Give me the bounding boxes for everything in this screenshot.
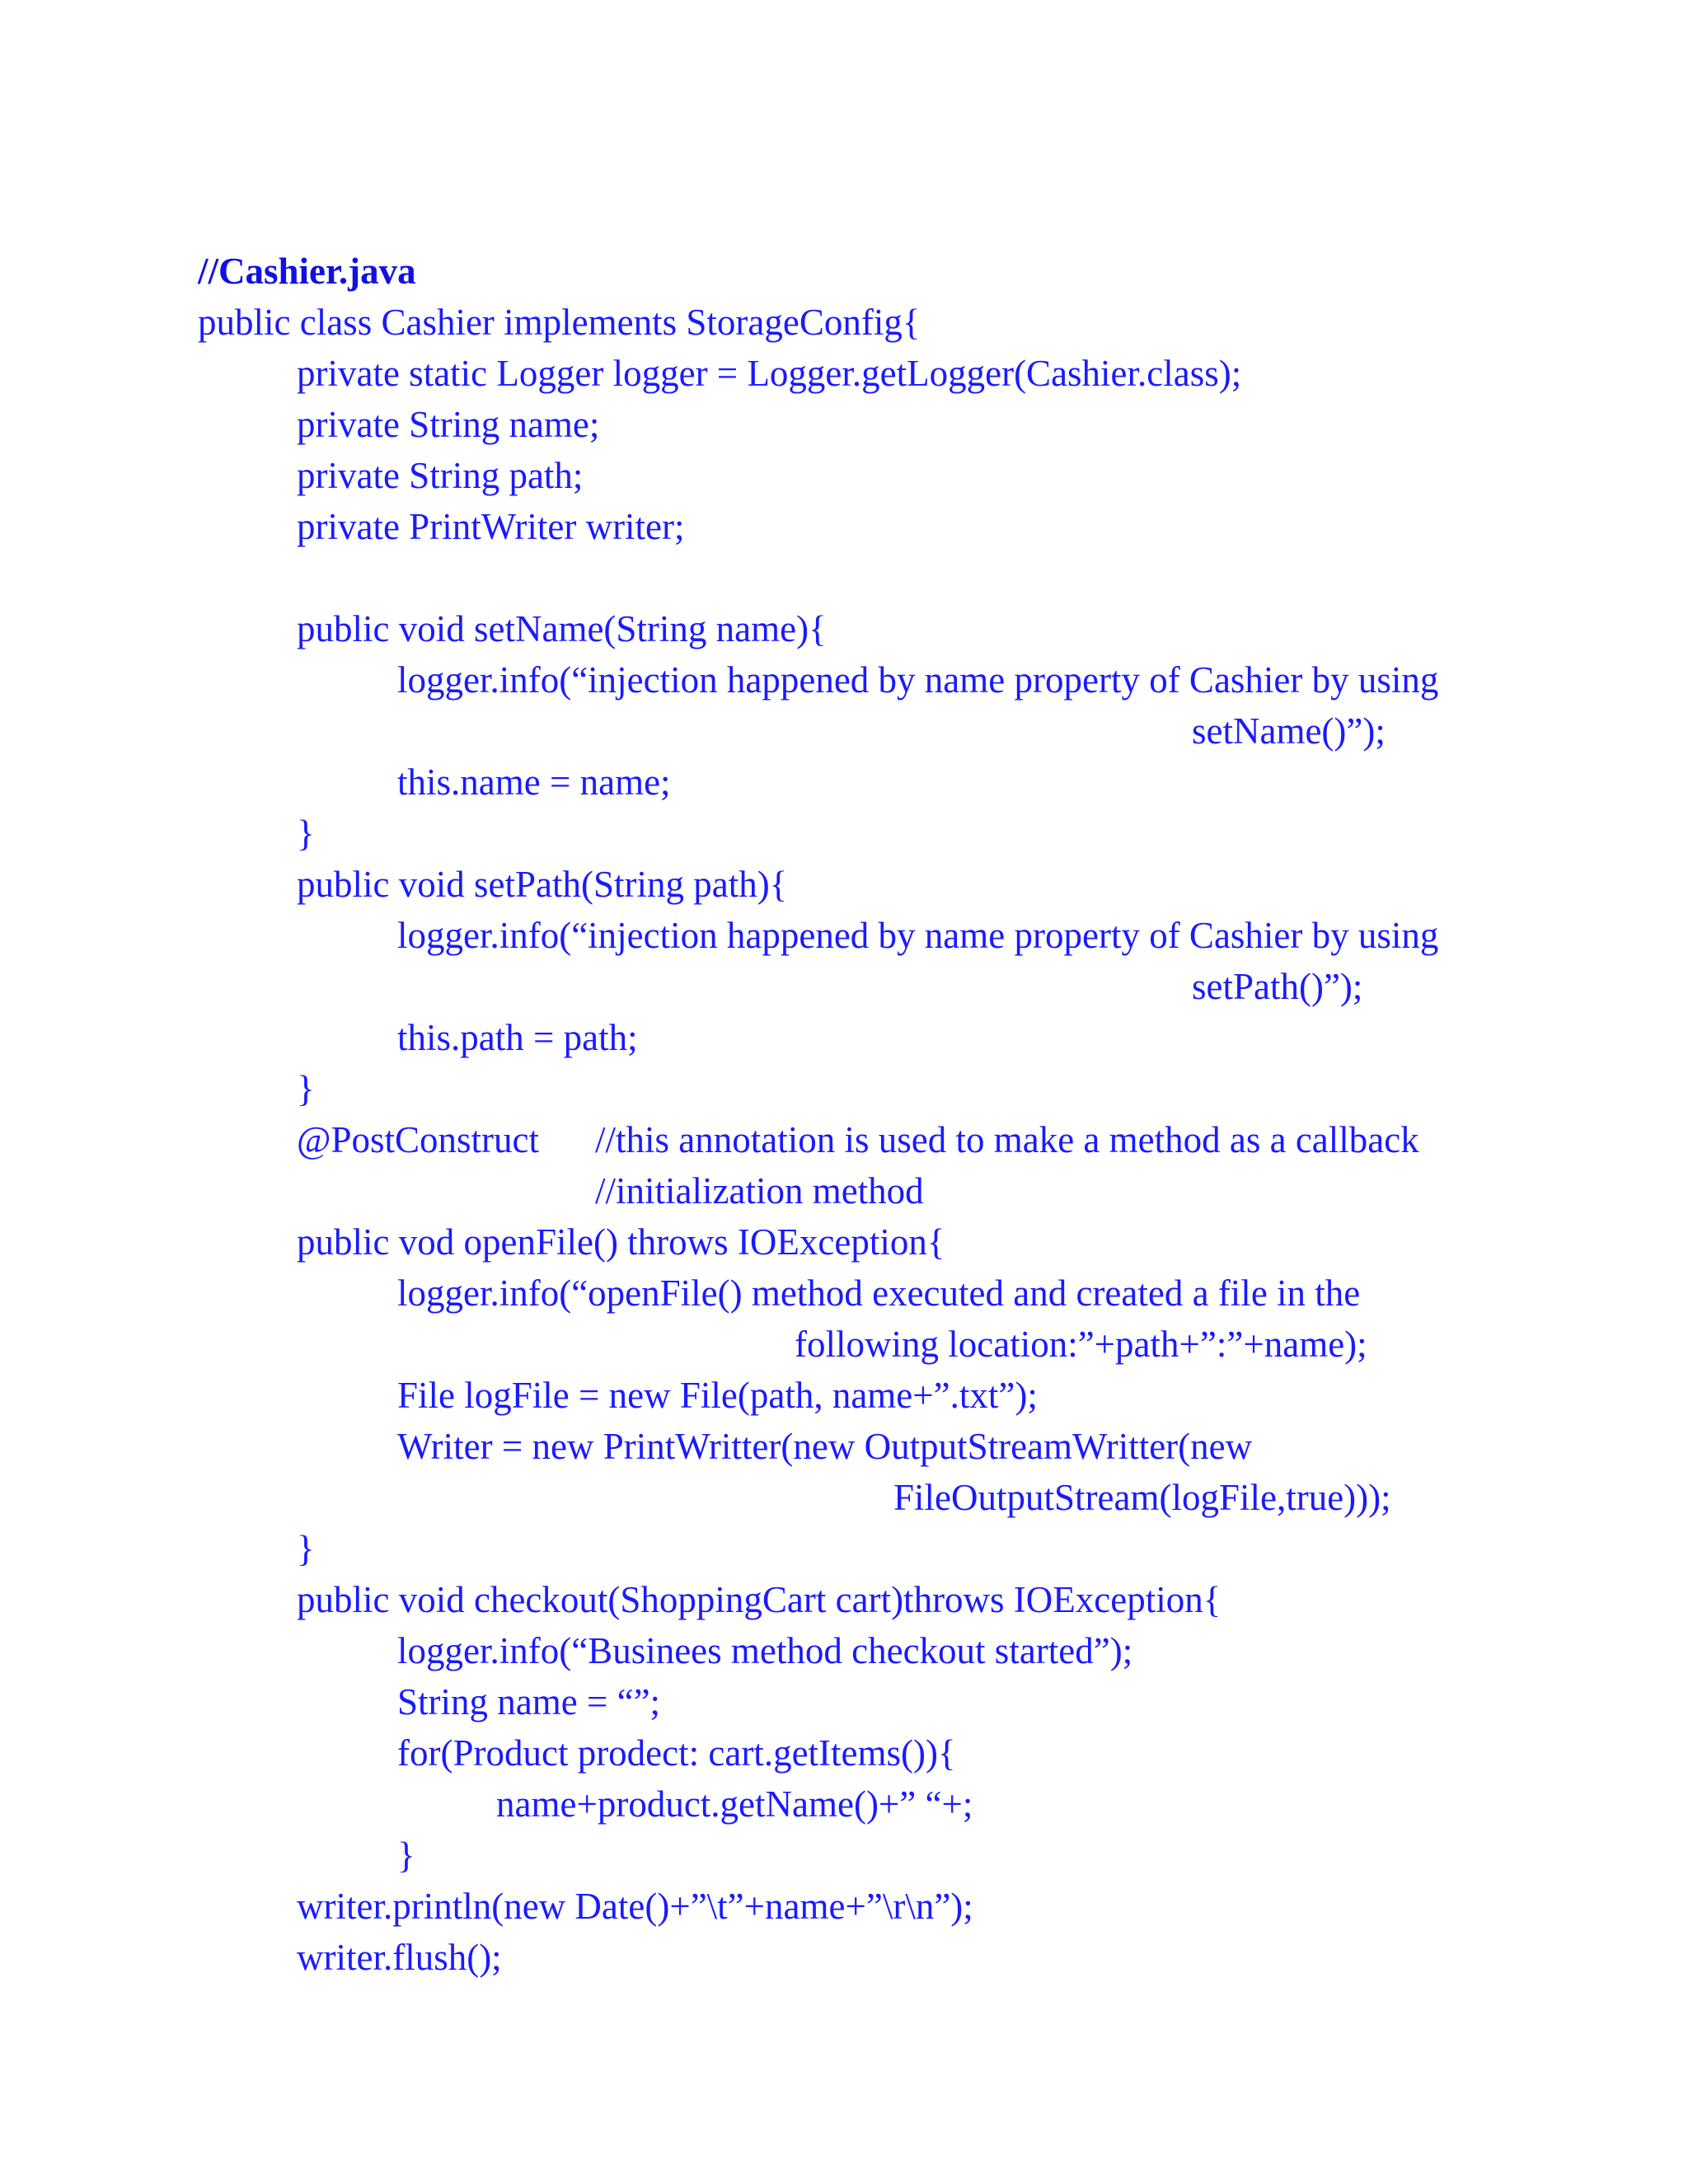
checkout-log-line: logger.info(“Businees method checkout started”);	[397, 1630, 1133, 1671]
writer-println: writer.println(new Date()+”\t”+name+”\r\n”);	[297, 1886, 973, 1927]
writer-creation: Writer = new PrintWritter(new OutputStreamWritter(new	[397, 1426, 1253, 1467]
openfile-log-continuation: following location:”+path+”:”+name);	[795, 1324, 1367, 1365]
openfile-log-line: logger.info(“openFile() method executed and created a file in the	[397, 1272, 1361, 1314]
for-loop-closing-brace: }	[397, 1835, 415, 1876]
annotation-comment: //this annotation is used to make a method as a callback	[595, 1119, 1419, 1160]
setpath-log-continuation: setPath()”);	[1192, 966, 1363, 1007]
setpath-assignment: this.path = path;	[397, 1017, 638, 1058]
setpath-log-line: logger.info(“injection happened by name property of Cashier by using	[397, 915, 1439, 956]
name-field: private String name;	[297, 404, 600, 445]
setname-declaration: public void setName(String name){	[297, 608, 827, 649]
setname-assignment: this.name = name;	[397, 762, 671, 803]
setpath-declaration: public void setPath(String path){	[297, 864, 788, 905]
openfile-closing-brace: }	[297, 1528, 315, 1569]
name-initialization: String name = “”;	[397, 1681, 661, 1722]
setname-log-line: logger.info(“injection happened by name property of Cashier by using	[397, 659, 1439, 701]
postconstruct-annotation: @PostConstruct	[297, 1119, 539, 1160]
checkout-declaration: public void checkout(ShoppingCart cart)throws IOException{	[297, 1579, 1221, 1620]
logfile-creation: File logFile = new File(path, name+”.txt”);	[397, 1375, 1038, 1416]
path-field: private String path;	[297, 455, 584, 496]
annotation-comment-continuation: //initialization method	[595, 1170, 924, 1212]
for-loop-body: name+product.getName()+” “+;	[496, 1783, 973, 1825]
writer-flush: writer.flush();	[297, 1937, 502, 1978]
writer-field: private PrintWriter writer;	[297, 506, 685, 547]
setname-log-continuation: setName()”);	[1192, 710, 1386, 752]
writer-creation-continuation: FileOutputStream(logFile,true)));	[893, 1477, 1391, 1518]
setpath-closing-brace: }	[297, 1068, 315, 1109]
setname-closing-brace: }	[297, 813, 315, 854]
for-loop-header: for(Product prodect: cart.getItems()){	[397, 1732, 956, 1774]
openfile-declaration: public vod openFile() throws IOException{	[297, 1221, 945, 1263]
logger-field: private static Logger logger = Logger.getLogger(Cashier.class);	[297, 353, 1242, 394]
file-title: //Cashier.java	[198, 251, 416, 292]
class-declaration: public class Cashier implements StorageConfig{	[198, 302, 921, 343]
